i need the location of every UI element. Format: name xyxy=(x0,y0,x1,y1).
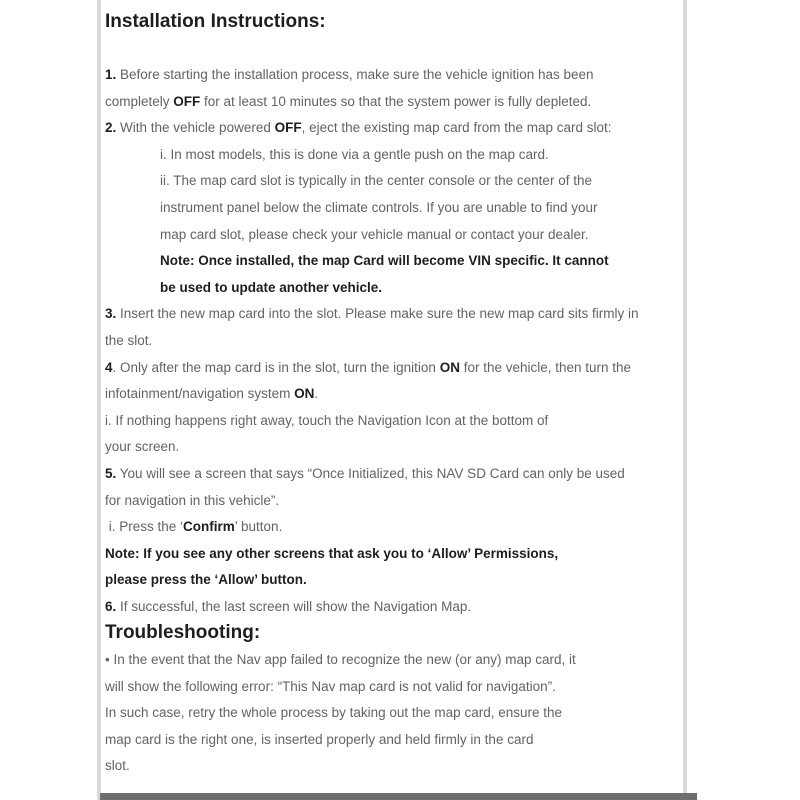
text-line xyxy=(105,647,683,674)
text-run: for navigation in this vehicle”. xyxy=(105,492,280,508)
text-line xyxy=(105,674,683,701)
text-run: infotainment/navigation system xyxy=(105,386,295,402)
text-run: for the vehicle, then turn the xyxy=(459,359,632,375)
text-run: 5. xyxy=(105,465,117,481)
text-line xyxy=(105,381,683,408)
text-run: ii. The map card slot is typically in the center console or the center of the xyxy=(160,173,592,189)
document-page xyxy=(97,0,687,800)
text-line xyxy=(105,461,683,488)
text-line xyxy=(105,514,683,541)
text-run: , eject the existing map card from the map card slot: xyxy=(301,120,612,136)
text-line xyxy=(105,115,683,142)
text-line xyxy=(105,408,683,435)
text-line xyxy=(105,328,683,355)
text-run: ’ button. xyxy=(234,519,283,535)
text-line xyxy=(105,89,683,116)
text-run: map card slot, please check your vehicle manual or contact your dealer. xyxy=(160,226,589,242)
text-line xyxy=(105,355,683,382)
text-run: With the vehicle powered xyxy=(116,120,275,136)
text-run: Note: Once installed, the map Card will become VIN specific. It cannot xyxy=(160,253,609,269)
text-run: Before starting the installation process, make sure the vehicle ignition has been xyxy=(116,67,594,82)
text-run: completely xyxy=(105,93,174,109)
text-run: Note: If you see any other screens that ask you to ‘Allow’ Permissions, xyxy=(105,545,559,561)
text-line xyxy=(105,700,683,727)
text-line xyxy=(105,301,683,328)
text-run: for at least 10 minutes so that the system power is fully depleted. xyxy=(200,93,592,109)
text-line xyxy=(105,62,683,89)
text-run: Confirm xyxy=(183,519,235,535)
text-line xyxy=(105,541,683,568)
page-title: Installation Instructions: xyxy=(105,11,326,32)
horizontal-scrollbar[interactable] xyxy=(100,793,697,800)
text-line xyxy=(105,142,683,169)
text-run: In such case, retry the whole process by taking out the map card, ensure the xyxy=(105,705,562,721)
text-run: . xyxy=(314,386,319,402)
text-line xyxy=(105,594,683,621)
text-run: slot. xyxy=(105,758,130,774)
text-line xyxy=(105,488,683,515)
text-run: If successful, the last screen will show the Navigation Map. xyxy=(116,598,472,614)
text-run: i. If nothing happens right away, touch the Navigation Icon at the bottom of xyxy=(105,412,549,428)
text-run: You will see a screen that says “Once Initialized, this NAV SD Card can only be used xyxy=(116,465,625,481)
text-run: . Only after the map card is in the slot, turn the ignition xyxy=(112,359,440,375)
text-run: • In the event that the Nav app failed to recognize the new (or any) map card, it xyxy=(105,652,576,668)
text-line xyxy=(105,753,683,780)
text-line xyxy=(105,567,683,594)
text-run: please press the ‘Allow’ button. xyxy=(105,572,307,588)
text-line xyxy=(105,222,683,249)
text-line xyxy=(105,434,683,461)
document-lines xyxy=(105,62,683,780)
text-run: the slot. xyxy=(105,332,153,348)
text-run: will show the following error: “This Nav map card is not valid for navigation”. xyxy=(105,678,556,694)
text-run: i. Press the ‘ xyxy=(105,519,184,535)
text-run: 4 xyxy=(105,359,113,375)
text-run: ON xyxy=(294,386,315,402)
text-run: 3. xyxy=(105,306,117,322)
text-run: ON xyxy=(439,359,460,375)
text-line xyxy=(105,248,683,275)
text-run: i. In most models, this is done via a gentle push on the map card. xyxy=(160,146,549,162)
text-line xyxy=(105,275,683,302)
text-run: Troubleshooting: xyxy=(105,622,261,644)
text-run: instrument panel below the climate controls. If you are unable to find your xyxy=(160,199,598,215)
text-line xyxy=(105,195,683,222)
text-run: OFF xyxy=(173,93,201,109)
text-run: OFF xyxy=(274,120,302,136)
text-line xyxy=(105,168,683,195)
text-run: map card is the right one, is inserted properly and held firmly in the card xyxy=(105,731,534,747)
text-run: Insert the new map card into the slot. Please make sure the new map card sits firmly in xyxy=(116,306,639,322)
text-run: 2. xyxy=(105,120,117,136)
section-heading xyxy=(105,620,683,647)
text-line xyxy=(105,727,683,754)
text-run: 1. xyxy=(105,67,117,82)
text-run: be used to update another vehicle. xyxy=(160,279,383,295)
text-run: 6. xyxy=(105,598,117,614)
text-run: your screen. xyxy=(105,439,180,455)
